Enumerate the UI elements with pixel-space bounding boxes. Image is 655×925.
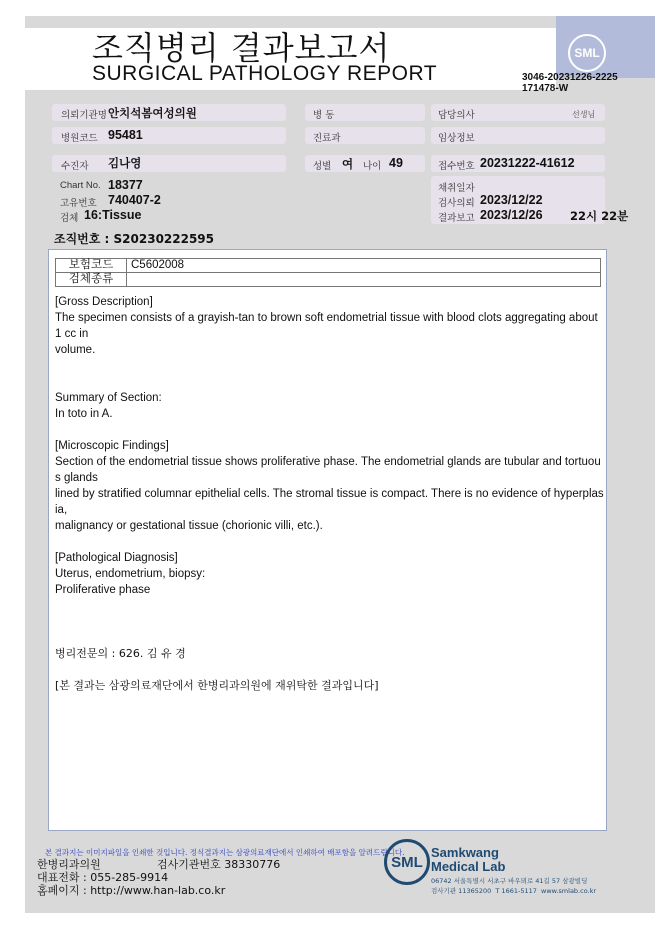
specimen-type-label: 검체종류 xyxy=(56,273,127,287)
report-id: 3046-20231226-2225 171478-W xyxy=(522,72,618,94)
insurance-row xyxy=(56,259,601,273)
title-english: SURGICAL PATHOLOGY REPORT xyxy=(92,62,438,85)
specimen-type-value xyxy=(127,273,601,287)
summary-text: In toto in A. xyxy=(55,408,113,420)
summary-title: Summary of Section: xyxy=(55,392,162,404)
department-label: 진료과 xyxy=(313,133,341,144)
recipient-label: 수진자 xyxy=(61,161,89,172)
request-label: 검사의뢰 xyxy=(438,198,475,209)
sml-header-logo: SML xyxy=(568,34,606,72)
request-value: 2023/12/22 xyxy=(480,193,543,207)
sex-value: 여 xyxy=(342,157,354,171)
diagnosis-title: [Pathological Diagnosis] xyxy=(55,552,178,564)
tissue-number: 조직번호 : S20230222595 xyxy=(54,232,215,246)
image-notice: 본 결과지는 이미지파일을 인쇄한 것입니다. 정식결과지는 삼광의료재단에서 인쇄하여 배포함을 알려드립니다. xyxy=(45,848,405,857)
report-body xyxy=(55,294,605,694)
micro-title: [Microscopic Findings] xyxy=(55,440,169,452)
sml-logo: SML xyxy=(384,839,430,885)
chart-value: 18377 xyxy=(108,178,143,192)
insurance-value: C5602008 xyxy=(127,259,601,273)
collect-label: 채취일자 xyxy=(438,183,475,194)
homepage-link[interactable]: 홈페이지 : http://www.han-lab.co.kr xyxy=(37,884,226,897)
specimen-type-row xyxy=(56,273,601,287)
clinic-name: 한병리과의원 xyxy=(37,858,101,871)
age-value: 49 xyxy=(389,156,403,170)
chart-label: Chart No. xyxy=(60,180,101,191)
clinical-info-label: 임상정보 xyxy=(438,133,475,144)
lab-number: 검사기관번호 38330776 xyxy=(157,858,281,871)
specimen-label: 검체 xyxy=(60,213,79,224)
pathologist: 병리전문의 : 626. 김 유 경 xyxy=(55,647,186,660)
diagnosis-line-1: Uterus, endometrium, biopsy: xyxy=(55,568,206,580)
hospital-code-label: 병원코드 xyxy=(61,133,98,144)
gross-text: The specimen consists of a grayish-tan to brown soft endometrial tissue with blood clots aggregating about 1 cc in volume. xyxy=(55,312,598,356)
micro-text: Section of the endometrial tissue shows proliferative phase. The endometrial glands are tubular and tortuous glands lined by stratified columnar epithelial cells. The stromal tissue is compact. There is no evidence of hyperplasia, malignancy or gestational tissue (chorionic villi, etc.). xyxy=(55,456,604,532)
receipt-value: 20231222-41612 xyxy=(480,156,575,170)
doctor-label: 담당의사 xyxy=(438,110,475,121)
institution-label: 의뢰기관명 xyxy=(61,110,107,121)
doctor-suffix: 선생님 xyxy=(572,110,596,119)
insurance-label: 보험코드 xyxy=(56,259,127,273)
diagnosis-line-2: Proliferative phase xyxy=(55,584,151,596)
ward-label: 병 동 xyxy=(313,110,335,121)
report-date-value: 2023/12/26 xyxy=(480,208,543,222)
consign-note: [본 결과는 삼광의료재단에서 한병리과의원에 재위탁한 결과입니다] xyxy=(55,679,379,692)
report-time: 22시 22분 xyxy=(570,209,629,223)
sml-name: Samkwang Medical Lab xyxy=(431,845,506,874)
institution-value: 안치석봄여성의원 xyxy=(108,106,197,120)
recipient-value: 김나영 xyxy=(108,156,142,170)
unique-label: 고유번호 xyxy=(60,198,97,209)
title-korean: 조직병리 결과보고서 xyxy=(92,29,391,67)
sex-label: 성별 xyxy=(313,161,332,172)
hospital-code-value: 95481 xyxy=(108,128,143,142)
receipt-label: 접수번호 xyxy=(438,161,475,172)
gross-title: [Gross Description] xyxy=(55,296,153,308)
specimen-value: 16:Tissue xyxy=(84,208,142,222)
report-content-box xyxy=(48,249,607,831)
report-date-label: 결과보고 xyxy=(438,213,475,224)
phone: 대표전화 : 055-285-9914 xyxy=(37,871,169,884)
unique-value: 740407-2 xyxy=(108,193,161,207)
code-table xyxy=(55,258,601,287)
sml-address: 06742 서울특별시 서초구 바우뫼로 41길 57 삼광빌딩 검사기관 11365200 T 1661-5117 www.smlab.co.kr xyxy=(431,877,597,895)
age-label: 나이 xyxy=(363,161,382,172)
